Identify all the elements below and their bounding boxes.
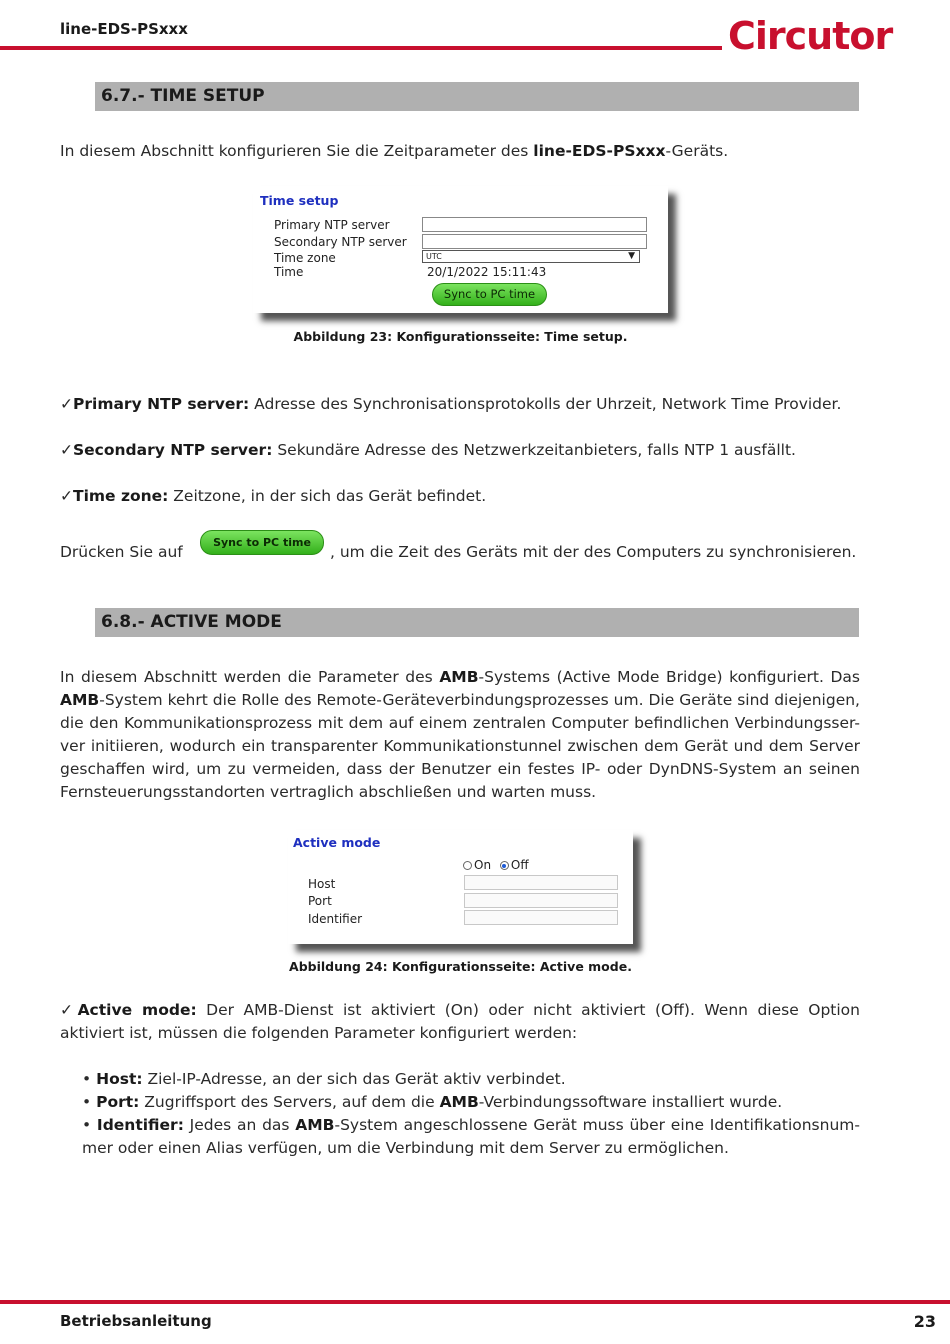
figure-time-setup <box>253 186 668 313</box>
active-mode-description: ✓Active mode: Der AMB-Dienst ist aktiviert (On) oder nicht aktiviert (Off). Wenn diese Option aktiviert ist, müssen die folgenden Parameter konfiguriert werden: <box>60 1001 860 1042</box>
footer-document-name: Betriebsanleitung <box>60 1312 212 1330</box>
figure-23-caption: Abbildung 23: Konfigurationsseite: Time setup. <box>293 329 628 344</box>
radio-off[interactable] <box>500 861 509 870</box>
check-icon: ✓ <box>60 487 73 505</box>
identifier-label: Identifier <box>308 912 363 926</box>
port-input[interactable] <box>464 893 618 908</box>
figure-24-caption: Abbildung 24: Konfigurationsseite: Active mode. <box>289 959 632 974</box>
time-setup-intro: In diesem Abschnitt konfigurieren Sie die Zeitparameter des line-EDS-PSxxx-Geräts. <box>60 142 729 160</box>
check-icon: ✓ <box>60 441 73 459</box>
page-number: 23 <box>913 1312 936 1331</box>
check-icon: ✓ <box>60 1001 78 1019</box>
bullet-dot: • <box>82 1116 92 1134</box>
time-label: Time <box>274 265 304 279</box>
time-value: 20/1/2022 15:11:43 <box>427 265 547 279</box>
host-label: Host <box>308 877 336 891</box>
time-zone-label: Time zone <box>274 251 336 265</box>
on-off-radio-group <box>463 858 529 872</box>
document-header-title: line-EDS-PSxxx <box>60 20 188 38</box>
primary-ntp-input[interactable] <box>422 217 647 232</box>
section-heading-time-setup: 6.7.- TIME SETUP <box>95 82 859 111</box>
bullet-secondary-ntp: ✓Secondary NTP server: Sekundäre Adresse des Netzwerkzeitanbieters, falls NTP 1 ausfällt. <box>60 441 796 459</box>
bullet-dot: • <box>82 1070 92 1088</box>
footer-rule <box>0 1300 950 1304</box>
figure-active-mode <box>288 830 633 944</box>
identifier-input[interactable] <box>464 910 618 925</box>
radio-on[interactable] <box>463 861 472 870</box>
time-zone-value: UTC <box>426 252 442 261</box>
radio-on-label: On <box>474 858 492 872</box>
check-icon: ✓ <box>60 395 73 413</box>
fig-time-setup-title: Time setup <box>260 193 339 208</box>
bullet-dot: • <box>82 1093 92 1111</box>
sync-to-pc-time-inline-button[interactable]: Sync to PC time <box>200 530 324 555</box>
sync-to-pc-time-button[interactable]: Sync to PC time <box>432 283 547 306</box>
time-zone-select[interactable] <box>422 250 640 263</box>
sync-line-before: Drücken Sie auf <box>60 543 183 561</box>
fig-active-mode-title: Active mode <box>293 835 381 850</box>
active-mode-intro: In diesem Abschnitt werden die Parameter des AMB-Systems (Active Mode Bridge) konfiguriert. Das AMB-System kehrt die Rolle des Remote-Geräteverbindungsprozesses um. Die Geräte sind diejenigen, die den Kommunikationsprozess mit dem auf einem zentralen Computer befindlichen Verbindungsser-ver initiieren, wodurch ein transparenter Kommunikationstunnel zwischen dem Gerät und dem Server geschaffen wird, um zu vermeiden, dass der Benutzer ein festes IP- oder DynDNS-System an seinen Fernsteuerungsstandorten vertraglich abschließen und warten muss. <box>60 668 860 801</box>
host-input[interactable] <box>464 875 618 890</box>
secondary-ntp-label: Secondary NTP server <box>274 235 407 249</box>
port-label: Port <box>308 894 332 908</box>
bullet-port: • Port: Zugriffsport des Servers, auf dem die AMB-Verbindungssoftware installiert wurde. <box>82 1093 783 1111</box>
bullet-time-zone: ✓Time zone: Zeitzone, in der sich das Gerät befindet. <box>60 487 487 505</box>
secondary-ntp-input[interactable] <box>422 234 647 249</box>
section-heading-active-mode: 6.8.- ACTIVE MODE <box>95 608 859 637</box>
sync-line-after: , um die Zeit des Geräts mit der des Computers zu synchronisieren. <box>330 543 857 561</box>
header-rule <box>0 46 722 50</box>
bullet-host: • Host: Ziel-IP-Adresse, an der sich das Gerät aktiv verbindet. <box>82 1070 566 1088</box>
radio-off-label: Off <box>510 858 529 872</box>
bullet-identifier: • Identifier: Jedes an das AMB-System angeschlossene Gerät muss über eine Identifikationsnum-mer oder einen Alias verfügen, um die Verbindung mit dem Server zu ermöglichen. <box>82 1116 860 1157</box>
chevron-down-icon: ▼ <box>628 251 635 261</box>
bullet-primary-ntp: ✓Primary NTP server: Adresse des Synchronisationsprotokolls der Uhrzeit, Network Time Provider. <box>60 395 842 413</box>
primary-ntp-label: Primary NTP server <box>274 218 390 232</box>
circutor-logo: Circutor <box>728 14 893 58</box>
